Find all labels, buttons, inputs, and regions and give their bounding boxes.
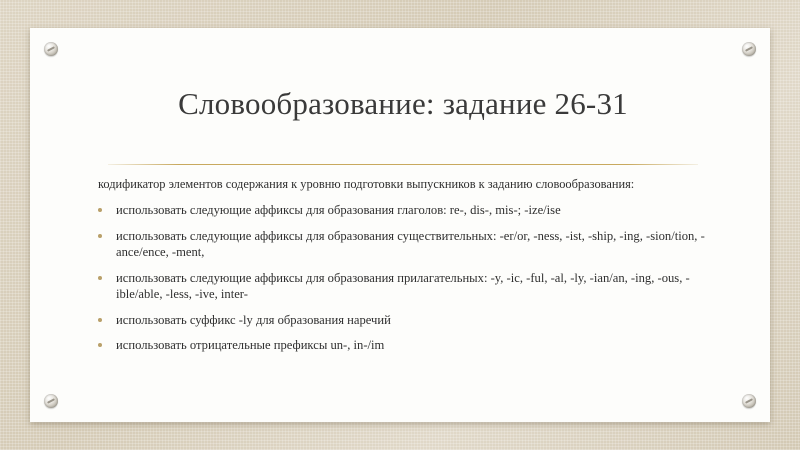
slide-title: Словообразование: задание 26-31 — [178, 86, 628, 121]
bullet-dot-icon — [98, 234, 102, 238]
screw-icon-bottom-right — [742, 394, 756, 408]
list-item — [92, 228, 714, 261]
list-item — [92, 270, 714, 303]
bullet-dot-icon — [98, 276, 102, 280]
list-item-text: использовать суффикс -ly для образования наречий — [116, 312, 391, 327]
list-item-text: использовать отрицательные префиксы un-, in-/im — [116, 338, 385, 352]
bullet-dot-icon — [98, 318, 102, 322]
bullet-dot-icon — [98, 343, 102, 347]
screw-icon-top-right — [742, 42, 756, 56]
slide-body — [92, 176, 714, 363]
list-item — [92, 202, 714, 219]
list-item-text: использовать следующие аффиксы для образования существительных: -er/or, -ness, -ist, -ship, -ing, -sion/tion, -ance/ence, -ment, — [116, 228, 705, 259]
list-item — [92, 337, 714, 354]
slide-card — [30, 28, 770, 422]
screw-icon-bottom-left — [44, 394, 58, 408]
title-divider — [108, 164, 698, 165]
screw-icon-top-left — [44, 42, 58, 56]
bullet-dot-icon — [98, 208, 102, 212]
lead-paragraph: кодификатор элементов содержания к уровню подготовки выпускников к заданию словообразования: — [98, 177, 635, 191]
list-item — [92, 312, 714, 329]
bullet-list — [92, 202, 714, 354]
list-item-text: использовать следующие аффиксы для образования глаголов: re-, dis-, mis-; -ize/ise — [116, 203, 561, 217]
list-item-text: использовать следующие аффиксы для образования прилагательных: -y, -ic, -ful, -al, -ly, -ian/an, -ing, -ous, -ible/able, -less, -ive, inter- — [116, 270, 690, 301]
